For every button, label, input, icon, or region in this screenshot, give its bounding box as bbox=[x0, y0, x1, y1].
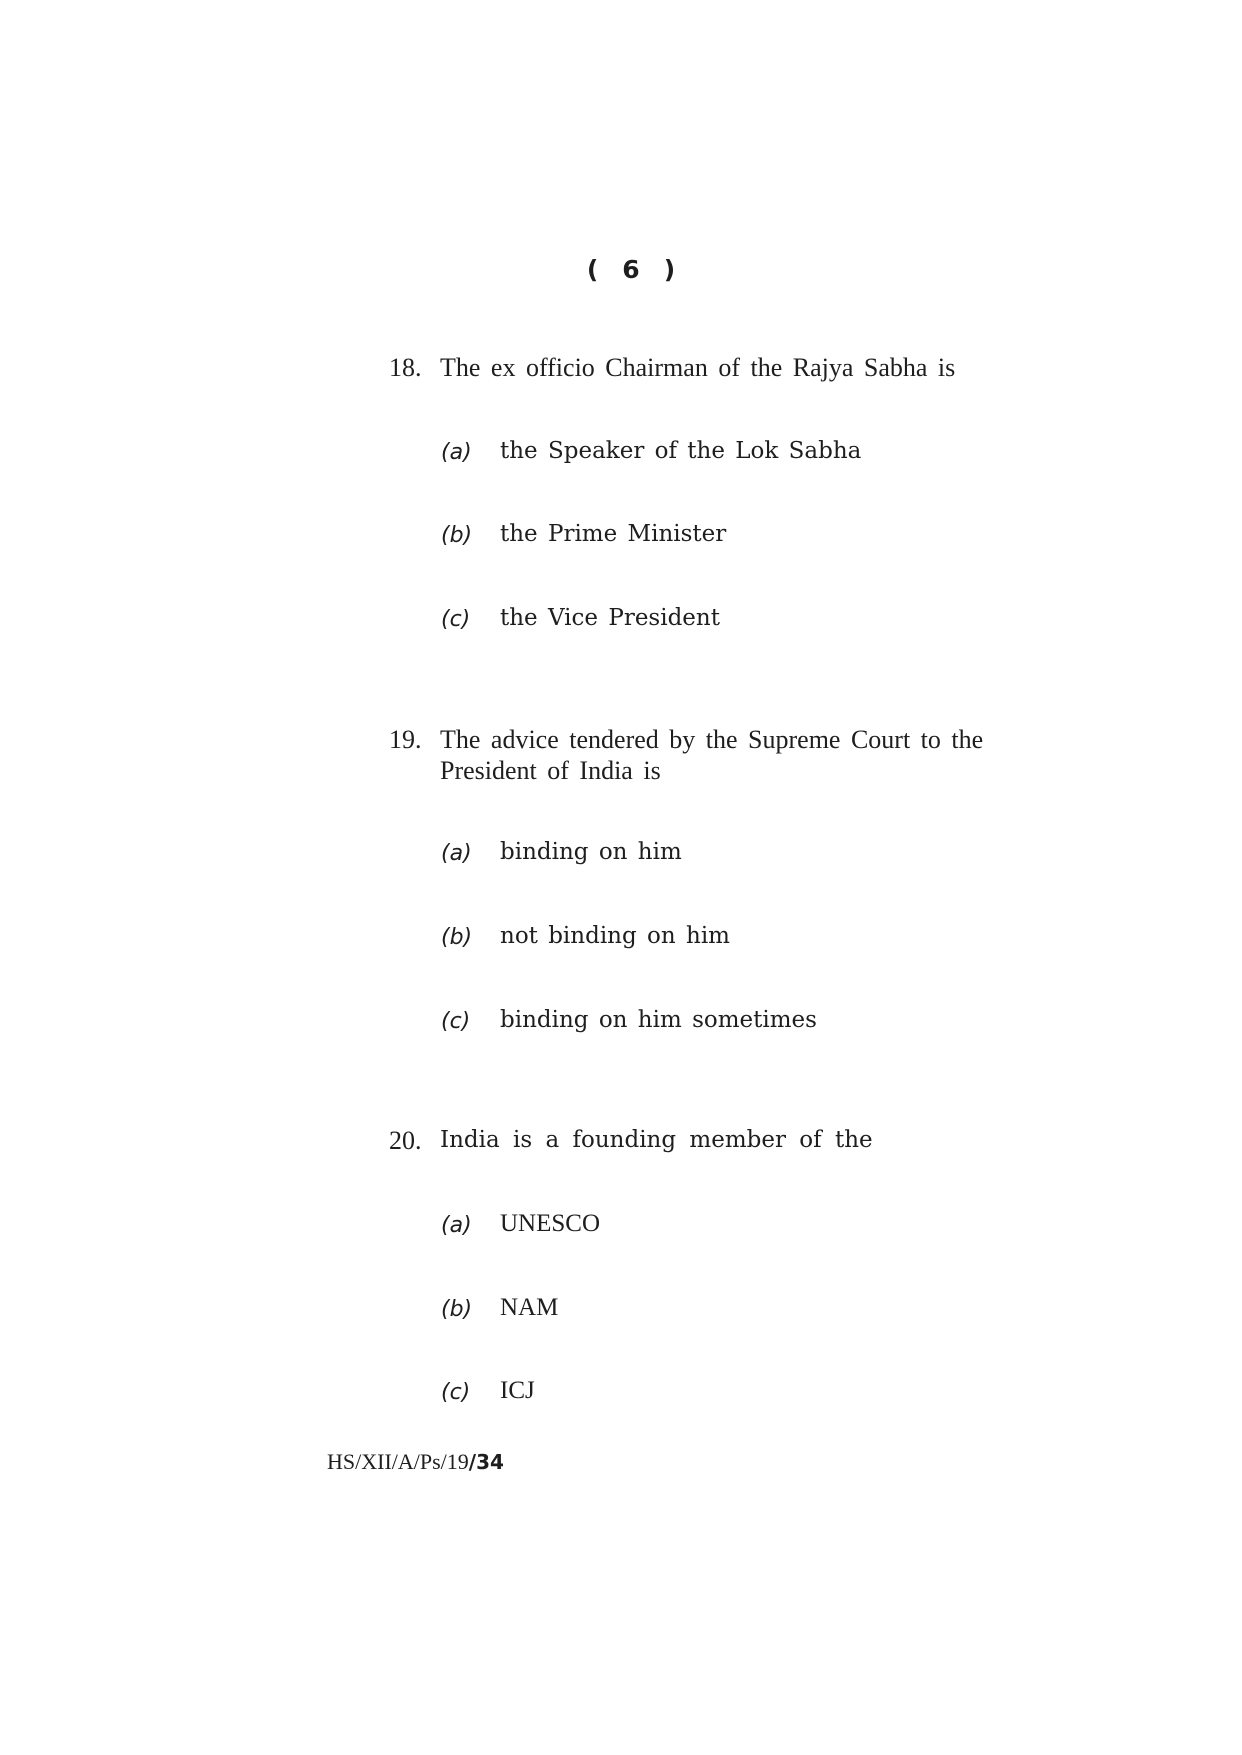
option-label: (c) bbox=[441, 607, 471, 632]
page-number-close-paren: ) bbox=[663, 255, 678, 284]
option-label: (a) bbox=[441, 440, 472, 465]
option-text: the Speaker of the Lok Sabha bbox=[500, 438, 862, 464]
question-number: 18. bbox=[389, 353, 422, 382]
option-text: NAM bbox=[500, 1294, 559, 1321]
option-text: UNESCO bbox=[500, 1210, 601, 1237]
option-label: (b) bbox=[441, 523, 473, 548]
option-text: ICJ bbox=[500, 1377, 535, 1404]
option-label: (a) bbox=[441, 1213, 472, 1238]
option-label: (c) bbox=[441, 1380, 471, 1405]
page-number bbox=[0, 255, 1242, 284]
option-text: the Prime Minister bbox=[500, 521, 727, 547]
paper-code bbox=[327, 1449, 504, 1475]
question-text: The ex officio Chairman of the Rajya Sabha is bbox=[440, 353, 956, 382]
option-text: binding on him bbox=[500, 839, 682, 865]
option-label: (c) bbox=[441, 1009, 471, 1034]
question-text: The advice tendered by the Supreme Court to the President of India is bbox=[440, 725, 984, 785]
option-label: (b) bbox=[441, 925, 473, 950]
option-text: binding on him sometimes bbox=[500, 1007, 817, 1033]
option-text: the Vice President bbox=[500, 605, 720, 631]
option-text: not binding on him bbox=[500, 923, 730, 949]
question-text: India is a founding member of the bbox=[440, 1127, 873, 1153]
page-number-open-paren: ( bbox=[586, 255, 601, 284]
option-label: (b) bbox=[441, 1297, 473, 1322]
question-number: 19. bbox=[389, 725, 422, 754]
paper-code-text: HS/XII/A/Ps/19 bbox=[327, 1449, 469, 1474]
paper-code-suffix: /34 bbox=[468, 1450, 504, 1474]
page-number-value: 6 bbox=[622, 255, 642, 284]
option-label: (a) bbox=[441, 841, 472, 866]
question-number: 20. bbox=[389, 1126, 422, 1155]
